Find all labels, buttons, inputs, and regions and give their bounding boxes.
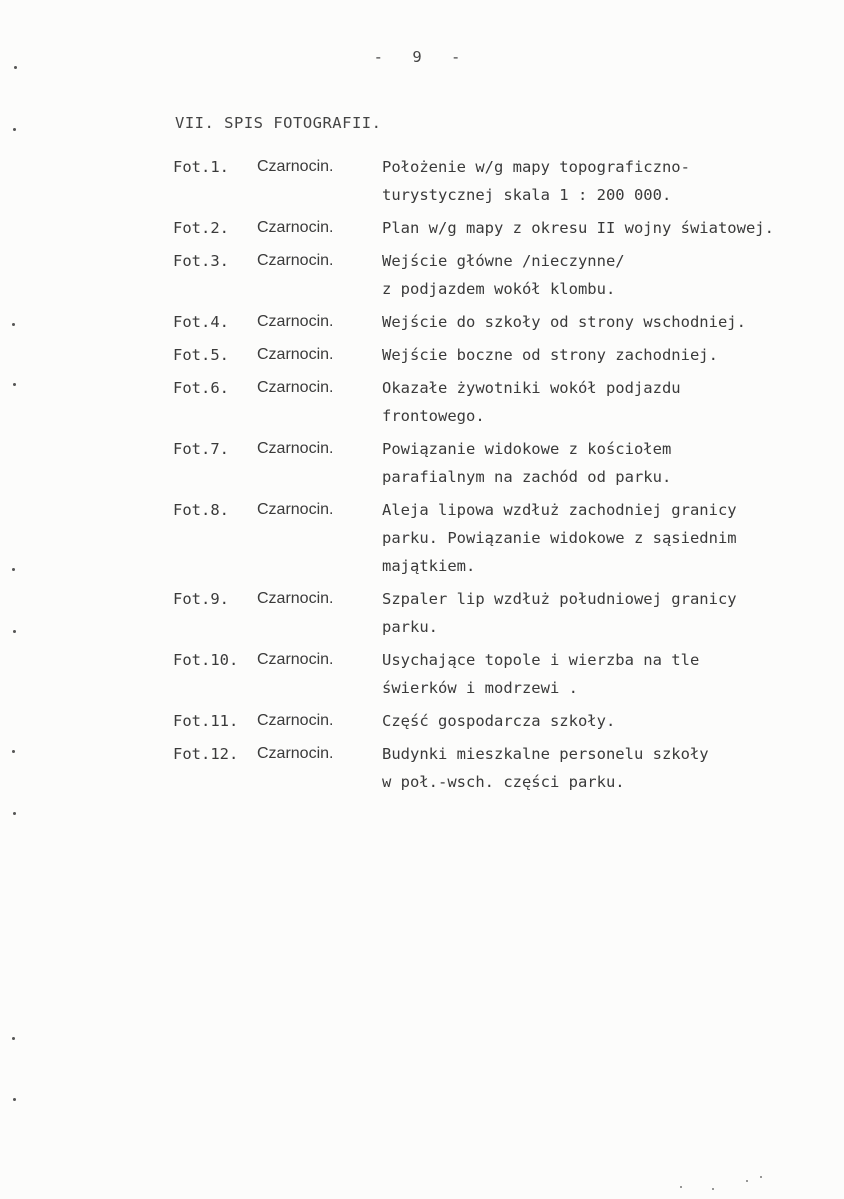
photo-place: Czarnocin.: [257, 440, 334, 457]
photo-place: Czarnocin.: [257, 590, 334, 607]
photo-number: Fot.8.: [173, 501, 229, 519]
photo-place: Czarnocin.: [257, 651, 334, 668]
photo-place: Czarnocin.: [257, 501, 334, 518]
photo-entry: [173, 707, 803, 735]
photo-entry: [173, 247, 803, 303]
photo-number: Fot.1.: [173, 158, 229, 176]
photo-entry: [173, 646, 803, 702]
photo-entry: [173, 153, 803, 209]
photo-place: Czarnocin.: [257, 313, 334, 330]
margin-speck: [13, 128, 16, 131]
photo-number: Fot.10.: [173, 651, 239, 669]
margin-speck: [13, 383, 16, 386]
photo-place: Czarnocin.: [257, 712, 334, 729]
photo-description: Położenie w/g mapy topograficzno- turystycznej skala 1 : 200 000.: [382, 158, 690, 204]
photo-place: Czarnocin.: [257, 379, 334, 396]
photo-number: Fot.11.: [173, 712, 239, 730]
margin-speck: [12, 1037, 15, 1040]
photo-description: Wejście główne /nieczynne/ z podjazdem wokół klombu.: [382, 252, 625, 298]
photo-description: Powiązanie widokowe z kościołem parafialnym na zachód od parku.: [382, 440, 672, 486]
margin-speck: [12, 323, 15, 326]
photo-list: [173, 153, 803, 801]
margin-speck: [13, 812, 16, 815]
photo-entry: [173, 496, 803, 580]
page-number: - 9 -: [373, 48, 471, 66]
photo-entry: [173, 435, 803, 491]
photo-entry: [173, 308, 803, 336]
photo-number: Fot.6.: [173, 379, 229, 397]
photo-number: Fot.5.: [173, 346, 229, 364]
paper-speck: [746, 1180, 748, 1182]
photo-number: Fot.7.: [173, 440, 229, 458]
paper-speck: [760, 1176, 762, 1178]
photo-description: Budynki mieszkalne personelu szkoły w poł.-wsch. części parku.: [382, 745, 709, 791]
photo-number: Fot.4.: [173, 313, 229, 331]
photo-place: Czarnocin.: [257, 745, 334, 762]
paper-speck: [712, 1188, 714, 1190]
photo-entry: [173, 740, 803, 796]
photo-description: Okazałe żywotniki wokół podjazdu frontowego.: [382, 379, 681, 425]
photo-place: Czarnocin.: [257, 219, 334, 236]
photo-entry: [173, 214, 803, 242]
margin-speck: [13, 1098, 16, 1101]
photo-number: Fot.12.: [173, 745, 239, 763]
photo-number: Fot.3.: [173, 252, 229, 270]
photo-entry: [173, 585, 803, 641]
photo-entry: [173, 341, 803, 369]
photo-number: Fot.2.: [173, 219, 229, 237]
margin-speck: [12, 750, 15, 753]
margin-speck: [12, 568, 15, 571]
section-title: VII. SPIS FOTOGRAFII.: [175, 114, 382, 132]
photo-description: Usychające topole i wierzba na tle świerków i modrzewi .: [382, 651, 700, 697]
photo-entry: [173, 374, 803, 430]
photo-place: Czarnocin.: [257, 252, 334, 269]
margin-speck: [14, 66, 17, 69]
photo-description: Aleja lipowa wzdłuż zachodniej granicy parku. Powiązanie widokowe z sąsiednim majątkiem.: [382, 501, 737, 575]
photo-description: Część gospodarcza szkoły.: [382, 712, 616, 730]
photo-description: Plan w/g mapy z okresu II wojny światowej.: [382, 219, 774, 237]
margin-speck: [13, 630, 16, 633]
photo-place: Czarnocin.: [257, 158, 334, 175]
paper-speck: [680, 1186, 682, 1188]
photo-description: Wejście boczne od strony zachodniej.: [382, 346, 718, 364]
photo-place: Czarnocin.: [257, 346, 334, 363]
photo-description: Szpaler lip wzdłuż południowej granicy parku.: [382, 590, 737, 636]
photo-description: Wejście do szkoły od strony wschodniej.: [382, 313, 746, 331]
photo-number: Fot.9.: [173, 590, 229, 608]
